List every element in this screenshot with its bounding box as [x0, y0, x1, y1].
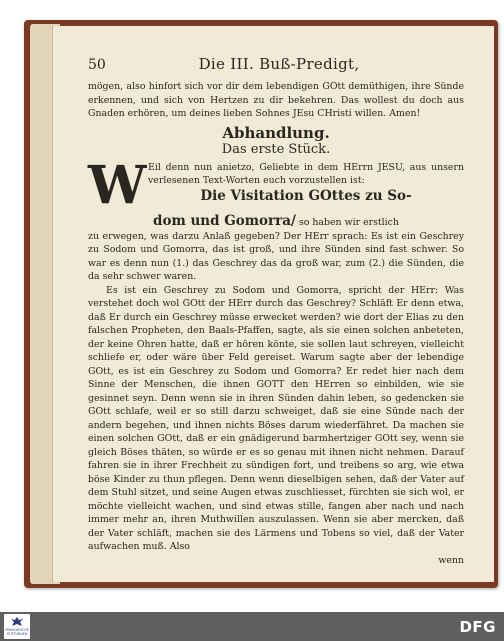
- dropcap-text: Eil denn nun anietzo, Geliebte in dem HErrn JESU, aus unsern verlesenen Text-Worten euch vorzustellen ist:: [148, 161, 464, 186]
- running-head: [88, 55, 464, 80]
- logo-text: FRANCKESCHE STIFTUNGEN: [5, 628, 29, 636]
- dropcap-letter: W: [88, 154, 147, 216]
- intro-paragraph: mögen, also hinfort sich vor dir dem lebendigen GOtt demüthigen, ihre Sünde erkennen, und sich von Hertzen zu dir bekehren. Das wollest du doch aus Gnaden erhören, um deines lieben Sohnes JEsu CHristi willen. Amen!: [88, 81, 464, 119]
- paragraph-1: zu erwegen, was darzu Anlaß gegeben? Der HErr sprach: Es ist ein Geschrey zu Sodom und Gomorra, das ist groß, und ihre Sünden sind fast schwer. So war es denn nun (1.) das Geschrey das da groß war, zum (2.) die Sünden, die da sehr schwer waren.: [88, 230, 464, 282]
- paragraph-2: Es ist ein Geschrey zu Sodom und Gomorra, spricht der HErr: Was verstehet doch wol GOtt der HErr durch das Geschrey? Schläft Er denn etwa, daß Er durch ein Geschrey müsse erwecket werden? wie dort der Elias zu den falschen Propheten, den Baals-Pfaffen, sagte, als sie einen solchen anbeteten, der keine Ohren hatte, daß er hören könte, sie sollen laut schreyen, vielleicht schliefe er, oder wäre über Feld gereiset. Warum sagte aber der lebendige GOtt, es ist ein Geschrey zu Sodom und Gomorra? Er redet hier nach dem Sinne der Menschen, die ihnen GOTT den HErren so einbilden, wie sie gesinnet seyn. Denn wenn sie in ihren Sünden dahin leben, so gedencken sie GOtt schlafe, weil er so still darzu schweiget, daß sie eine Sünde nach der andern begehen, und ihnen nichts Böses darum wiederfähret. Da machen sie einen solchen GOtt, daß er ein gnädigerund barmhertziger GOtt sey, wenn sie gleich Böses thäten, so würde er es so genau mit ihnen nicht nehmen. Darauf fahren sie in ihrer Frechheit zu sündigen fort, und treibens so arg, wie etwa böse Kinder zu thun pflegen. Denn wenn dieselbigen sehen, daß der Vater auf dem Stuhl sitzet, und seine Augen etwas zuschliesset, fürchten sie sich wol, er möchte vielleicht wachen, und sind etwas stille, fangen aber nach und nach immer mehr an, ihren Muthwillen auszulassen. Wenn sie aber mercken, daß der Vater schläft, machen sie des Lärmens und Tobens so viel, daß der Vater aufwachen muß. Also: [88, 284, 464, 552]
- footer-bar: [0, 612, 504, 641]
- page-number: 50: [88, 57, 106, 73]
- institution-logo: [4, 614, 30, 639]
- theme-line-b-tail: so haben wir erstlich: [295, 216, 399, 228]
- dropcap-block: [88, 154, 464, 216]
- running-title: Die III. Buß-Predigt,: [198, 55, 360, 73]
- catchword: wenn: [438, 554, 464, 566]
- theme-line-b-main: dom und Gomorra/: [153, 212, 296, 229]
- dfg-brand: DFG: [459, 618, 496, 636]
- eagle-logo-icon: [10, 616, 24, 628]
- dropcap-lines: [148, 161, 464, 213]
- page-text: [88, 55, 464, 567]
- section-heading: Abhandlung.: [222, 123, 330, 142]
- theme-line-a: Die Visitation GOttes zu So-: [200, 187, 412, 204]
- section-subheading: Das erste Stück.: [221, 141, 331, 157]
